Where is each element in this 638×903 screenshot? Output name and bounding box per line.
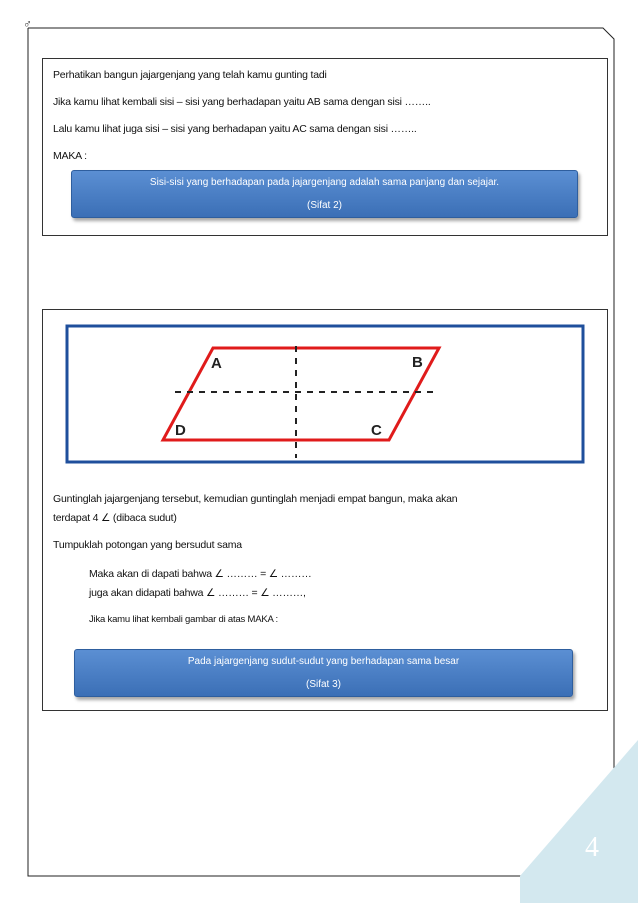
instruction-line: Maka akan di dapati bahwa ∠ ……… = ∠ ……… (89, 568, 312, 580)
property-banner-sifat-3 (74, 649, 573, 697)
banner-text: Sisi-sisi yang berhadapan pada jajargenjang adalah sama panjang dan sejajar. (149, 177, 500, 188)
property-box-angles (42, 309, 608, 711)
instruction-line: Guntinglah jajargenjang tersebut, kemudian guntinglah menjadi empat bangun, maka akan (53, 493, 458, 505)
vertex-label-a: A (211, 355, 222, 372)
instruction-line: Perhatikan bangun jajargenjang yang telah kamu gunting tadi (53, 69, 327, 81)
page-number: 4 (585, 832, 599, 863)
vertex-label-b: B (412, 354, 423, 371)
corner-mark: ♂ (23, 17, 32, 31)
instruction-line: juga akan didapati bahwa ∠ ……… = ∠ ………, (89, 587, 306, 599)
maka-label: MAKA : (53, 150, 87, 162)
banner-caption: (Sifat 3) (305, 679, 341, 690)
vertex-label-d: D (175, 422, 186, 439)
parallelogram-figure (65, 324, 585, 464)
instruction-line: terdapat 4 ∠ (dibaca sudut) (53, 512, 177, 524)
instruction-line: Tumpuklah potongan yang bersudut sama (53, 539, 242, 551)
banner-caption: (Sifat 2) (306, 200, 342, 211)
maka-label: Jika kamu lihat kembali gambar di atas MAKA : (89, 614, 279, 625)
property-box-sides (42, 58, 608, 236)
property-banner-sifat-2 (71, 170, 578, 218)
vertex-label-c: C (371, 422, 382, 439)
banner-text: Pada jajargenjang sudut-sudut yang berhadapan sama besar (187, 656, 460, 667)
figure-frame (67, 326, 583, 462)
instruction-line: Lalu kamu lihat juga sisi – sisi yang berhadapan yaitu AC sama dengan sisi …….. (53, 123, 417, 135)
instruction-line: Jika kamu lihat kembali sisi – sisi yang berhadapan yaitu AB sama dengan sisi …….. (53, 96, 431, 108)
corner-decoration (520, 740, 638, 903)
